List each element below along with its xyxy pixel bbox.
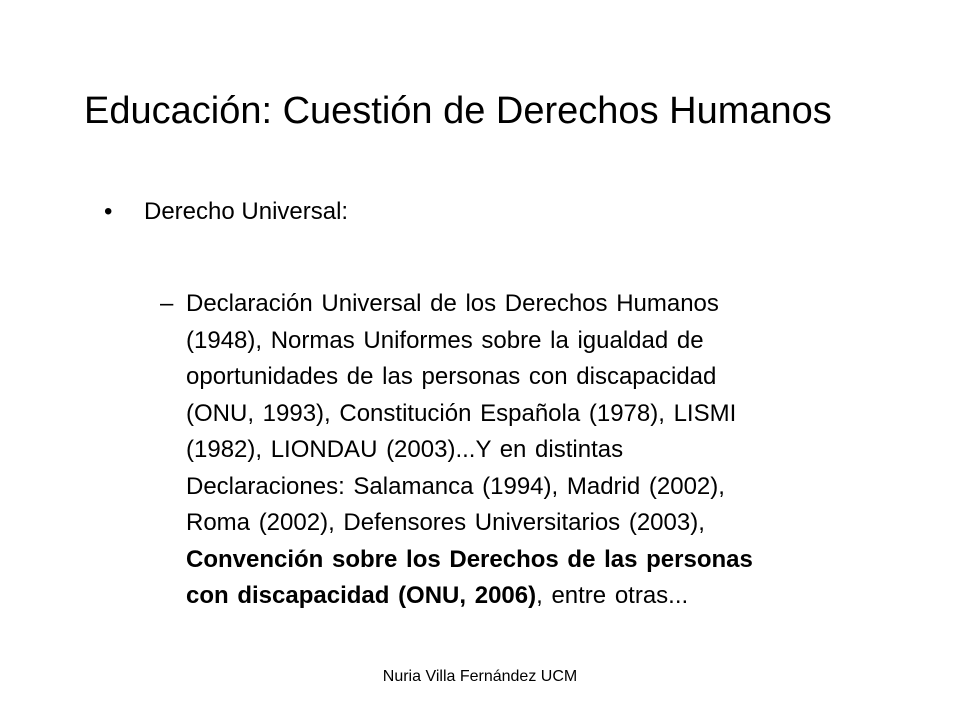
bullet-item (104, 195, 348, 229)
sub-bullet-line-bold: Convención sobre los Derechos de las personas (186, 545, 753, 573)
sub-bullet-item (160, 286, 930, 615)
sub-bullet-line: (1982), LIONDAU (2003)...Y en distintas (186, 436, 624, 463)
sub-bullet-line: Declaraciones: Salamanca (1994), Madrid (2002), (186, 472, 725, 500)
sub-bullet-line: (ONU, 1993), Constitución Española (1978), LISMI (186, 399, 737, 427)
plain-text: , entre otras... (536, 582, 689, 609)
bold-text: con discapacidad (ONU, 2006) (186, 582, 537, 609)
sub-bullet-line: oportunidades de las personas con discapacidad (186, 363, 717, 390)
sub-bullet-line-mixed (186, 578, 930, 615)
bullet-text: Derecho Universal: (144, 198, 349, 225)
slide-footer: Nuria Villa Fernández UCM (382, 668, 578, 685)
bullet-marker: • (104, 198, 113, 225)
sub-bullet-marker: – (160, 290, 174, 317)
sub-bullet-line: Roma (2002), Defensores Universitarios (2003), (186, 509, 705, 536)
slide-title: Educación: Cuestión de Derechos Humanos (84, 90, 832, 132)
sub-bullet-line: Declaración Universal de los Derechos Humanos (186, 290, 719, 317)
sub-bullet-line: (1948), Normas Uniformes sobre la igualdad de (186, 326, 704, 354)
